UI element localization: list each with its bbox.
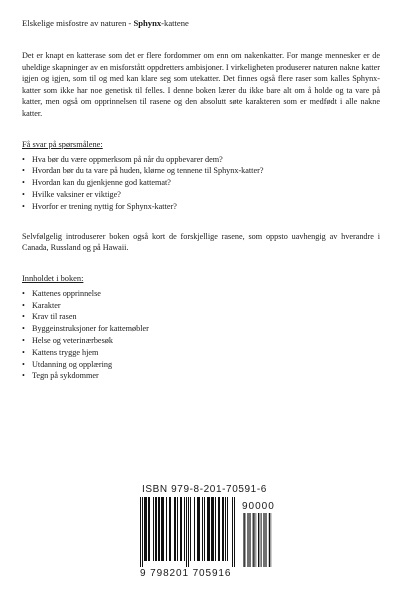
- contents-item: • Kattens trygge hjem: [22, 347, 380, 359]
- barcode-bar: [166, 497, 167, 561]
- question-item: • Hvordan kan du gjenkjenne god kattemat?: [22, 177, 380, 189]
- back-cover: [22, 18, 380, 382]
- question-item: • Hvorfor er trening nyttig for Sphynx-katter?: [22, 201, 380, 213]
- barcode-bar: [148, 497, 150, 561]
- contents-heading: Innholdet i boken:: [22, 273, 84, 283]
- barcode-bar: [253, 513, 254, 567]
- barcode-bar: [251, 513, 252, 567]
- barcode-bar: [184, 497, 185, 561]
- barcode-bar: [194, 497, 195, 561]
- addon-barcode: [243, 513, 273, 567]
- breeds-paragraph: Selvfølgelig introduserer boken også kort de forskjellige rasene, som oppsto uavhengig av hverandre i Canada, Russland og på Hawaii.: [22, 231, 380, 253]
- barcode-bar: [225, 497, 226, 561]
- barcode-bar: [218, 497, 220, 561]
- barcode-bar: [267, 513, 268, 567]
- barcode-bar: [188, 497, 189, 567]
- barcode-bar: [153, 497, 154, 561]
- barcode-bar: [207, 497, 210, 561]
- barcode-bar: [169, 497, 171, 561]
- barcode-bar: [190, 497, 191, 561]
- barcode-bar: [255, 513, 256, 567]
- barcode-bar: [140, 497, 141, 567]
- barcode-bar: [245, 513, 246, 567]
- barcode-bar: [144, 497, 147, 561]
- question-item: • Hva bør du være oppmerksom på når du oppbevarer dem?: [22, 154, 380, 166]
- barcode-bar: [155, 497, 157, 561]
- isbn-label: ISBN 979-8-201-70591-6: [142, 484, 267, 495]
- page-title: [22, 18, 380, 28]
- ean-barcode: [140, 497, 236, 567]
- barcode-bar: [261, 513, 262, 567]
- barcode-bar: [180, 497, 182, 561]
- contents-item: • Karakter: [22, 300, 380, 312]
- title-bold: Sphynx: [133, 18, 162, 28]
- barcode-bar: [197, 497, 200, 561]
- barcode-bar: [215, 497, 216, 561]
- barcode-bar: [202, 497, 203, 561]
- questions-list: [22, 154, 380, 213]
- barcode-bar: [234, 497, 235, 567]
- barcode-bar: [243, 513, 244, 567]
- barcode-bar: [249, 513, 250, 567]
- barcode-bar: [269, 513, 270, 567]
- title-suffix: -kattene: [161, 18, 189, 28]
- barcode-bar: [204, 497, 205, 561]
- contents-list: [22, 288, 380, 382]
- question-item: • Hvordan bør du ta vare på huden, klørne og tennene til Sphynx-katter?: [22, 165, 380, 177]
- barcode-bar: [158, 497, 160, 561]
- contents-item: • Krav til rasen: [22, 311, 380, 323]
- contents-item: • Kattenes opprinnelse: [22, 288, 380, 300]
- title-prefix: Elskelige misfostre av naturen -: [22, 18, 134, 28]
- barcode-bar: [266, 513, 267, 567]
- price-addon-number: 90000: [242, 501, 275, 512]
- barcode-bar: [271, 513, 272, 567]
- contents-item: • Helse og veterinærbesøk: [22, 335, 380, 347]
- barcode-bar: [161, 497, 164, 561]
- barcode-bar: [258, 513, 259, 567]
- barcode-bar: [177, 497, 178, 561]
- contents-item: • Tegn på sykdommer: [22, 370, 380, 382]
- question-item: • Hvilke vaksiner er viktige?: [22, 189, 380, 201]
- barcode-bar: [256, 513, 257, 567]
- intro-paragraph: Det er knapt en katterase som det er flere fordommer om enn om nakenkatter. For mange mennesker er de uheldige skapninger av en misforstått oppdretters ambisjoner. I virkeligheten produserer naturen nakne katter igjen og igjen, som til og med kan klare seg som utekatter. Det finnes også flere raser som kalles Sphynx-katter som ikke har noe genetisk til felles. I denne boken lærer du ikke bare alt om å holde og ta vare på katter, men også om opprinnelsen til rasene og den absolutt søte karakteren som er medfødt i alle nakne katter.: [22, 51, 380, 118]
- barcode-digits: 9 798201 705916: [140, 568, 232, 579]
- barcode-bar: [211, 497, 214, 561]
- barcode-bar: [142, 497, 143, 567]
- barcode-bar: [248, 513, 249, 567]
- barcode-bar: [174, 497, 176, 561]
- barcode-bar: [260, 513, 261, 567]
- isbn-barcode-block: [140, 484, 280, 579]
- barcode-bar: [186, 497, 187, 567]
- barcode-bar: [264, 513, 265, 567]
- barcode-bar: [222, 497, 224, 561]
- contents-item: • Byggeinstruksjoner for kattemøbler: [22, 323, 380, 335]
- barcode-bar: [227, 497, 228, 561]
- barcode-bar: [232, 497, 233, 567]
- questions-heading: Få svar på spørsmålene:: [22, 139, 103, 149]
- contents-item: • Utdanning og opplæring: [22, 359, 380, 371]
